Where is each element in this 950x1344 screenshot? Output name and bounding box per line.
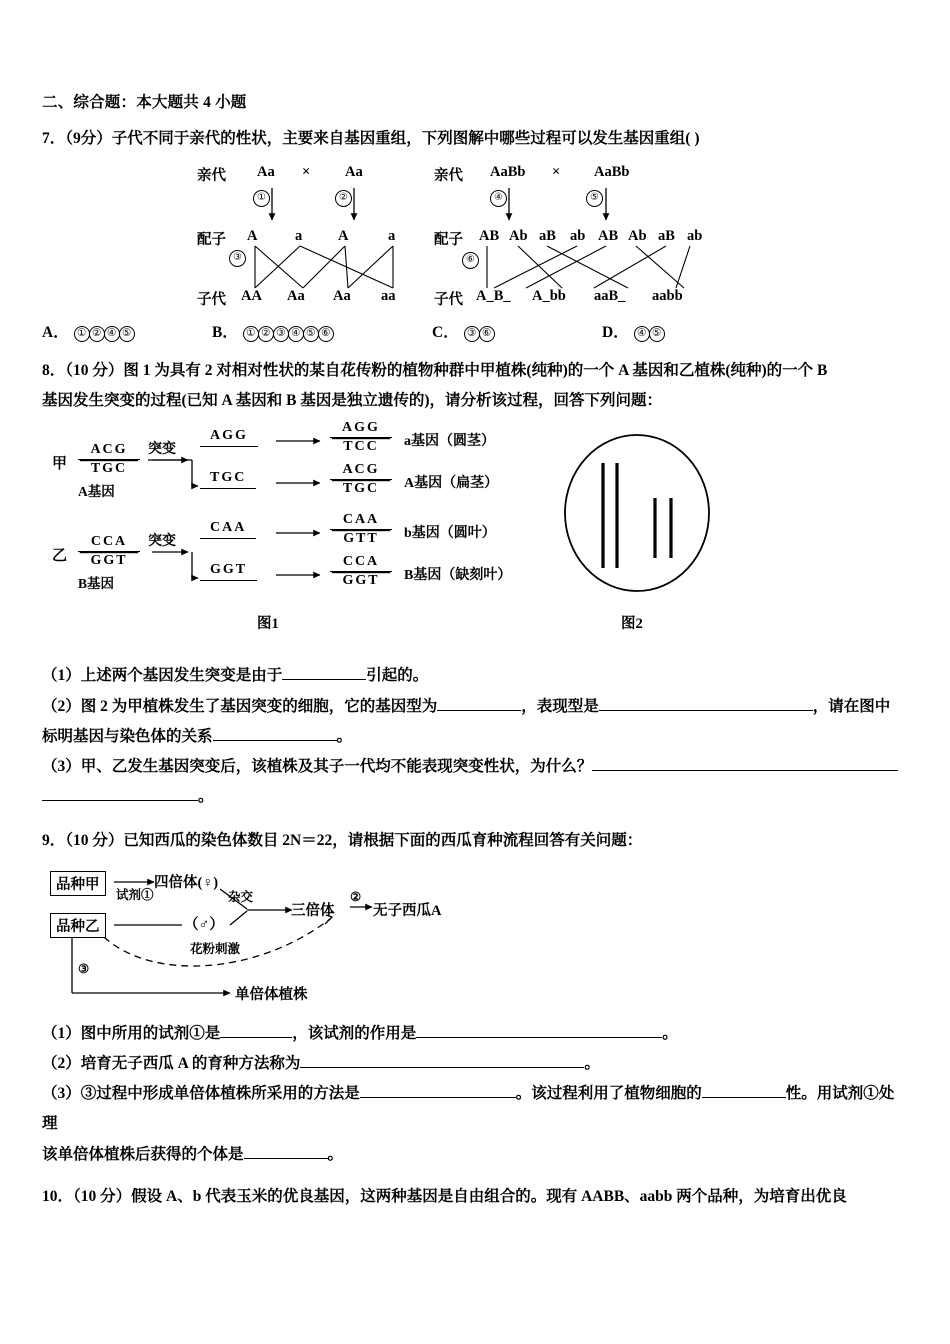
jia-source-top: ACG <box>78 442 140 460</box>
right-parent-1: AaBb <box>490 163 526 180</box>
yi-b1-top: CAA <box>330 512 392 530</box>
q8-sub3-text-a: （3）甲、乙发生基因突变后，该植株及其子一代均不能表现突变性状，为什么？ <box>42 758 593 775</box>
opt-b-circle-3: ③ <box>273 326 289 342</box>
q8-sub1 <box>42 661 908 691</box>
q9-sub3-text-a: （3）③过程中形成单倍体植株所采用的方法是 <box>42 1085 360 1103</box>
q9-sub3-text-c: 性。用试剂①处理 <box>42 1085 895 1133</box>
yi-source-name: B基因 <box>78 576 115 592</box>
q8-sub1-blank-1[interactable] <box>282 664 366 681</box>
cell-svg <box>537 428 752 618</box>
jia-gene-1: a基因（圆茎） <box>404 434 495 450</box>
q9-sub3-blank-2[interactable] <box>702 1082 786 1099</box>
figure-2-caption: 图2 <box>621 616 643 633</box>
opt-b-circle-5: ⑤ <box>303 326 319 342</box>
yi-gene-1: b基因（圆叶） <box>404 526 496 542</box>
yi-branch2-strand: GGT <box>200 562 257 581</box>
q9-sub2-blank-1[interactable] <box>300 1051 584 1068</box>
yi-gene-2: B基因（缺刻叶） <box>404 568 512 584</box>
opt-a-circle-1: ① <box>74 326 90 342</box>
jia-branch1-strand: AGG <box>200 428 258 447</box>
q8-sub2-text-c: ，请在图中 <box>812 697 891 715</box>
q8-sub3-line1 <box>42 752 908 782</box>
left-offspring-3: Aa <box>333 287 351 304</box>
left-gamete-4: a <box>388 227 396 244</box>
opt-c-circle-1: ③ <box>464 326 480 342</box>
option-a-label: A． <box>42 323 69 341</box>
yi-mutate-label: 突变 <box>148 534 176 550</box>
plant-yi-label: 乙 <box>52 548 68 565</box>
yi-source-top: CCA <box>78 534 140 552</box>
question-7-stem <box>42 124 908 154</box>
q9-sub1 <box>42 1019 908 1049</box>
opt-b-circle-6: ⑥ <box>318 326 334 342</box>
jia-b2-bottom: TGC <box>342 481 380 497</box>
jia-b1-bottom: TCC <box>343 439 379 455</box>
male-parent-label: （♂） <box>184 916 224 933</box>
left-parent-2: Aa <box>345 163 363 180</box>
variety-b-box: 品种乙 <box>50 913 106 938</box>
left-offspring-4: aa <box>381 287 396 304</box>
question-10-stem <box>42 1182 908 1212</box>
seedless-watermelon-label: 无子西瓜A <box>373 902 442 919</box>
left-cross-symbol: × <box>302 163 311 180</box>
right-gamete-1: AB <box>479 227 500 244</box>
variety-a-box: 品种甲 <box>50 871 106 896</box>
q8-sub3-text-b: 。 <box>198 788 214 806</box>
q8-sub2-line2 <box>42 722 908 752</box>
right-offspring-4: aabb <box>652 287 683 304</box>
option-c-label: C． <box>432 323 459 341</box>
left-offspring-2: Aa <box>287 287 305 304</box>
right-gamete-4: ab <box>570 227 586 244</box>
q8-sub2-text-a: （2）图 2 为甲植株发生了基因突变的细胞，它的基因型为 <box>42 697 438 715</box>
option-d[interactable] <box>602 320 664 342</box>
q9-sub3-blank-1[interactable] <box>360 1082 516 1099</box>
option-c[interactable] <box>432 320 602 342</box>
right-row-label-offspring: 子代 <box>434 291 463 308</box>
question-9-stem <box>42 826 908 856</box>
q8-sub3-line2 <box>42 782 908 812</box>
mark-3-label: ③ <box>78 961 90 976</box>
right-gamete-5: AB <box>598 227 619 244</box>
opt-b-circle-2: ② <box>258 326 274 342</box>
yi-branch1-strand: CAA <box>200 520 256 539</box>
q7-score: （9分） <box>65 129 112 147</box>
opt-b-circle-1: ① <box>243 326 259 342</box>
question-8-stem-line2 <box>42 386 908 416</box>
figure-1-mutation <box>52 420 522 633</box>
jia-source-bottom: TGC <box>90 461 128 477</box>
q8-sub3-blank-2[interactable] <box>42 785 198 802</box>
q8-text-2: 基因发生突变的过程(已知 A 基因和 B 基因是独立遗传的)，请分析该过程，回答下列问题： <box>42 392 663 410</box>
q9-sub1-blank-1[interactable] <box>220 1021 292 1038</box>
figure-1-arrows <box>52 428 522 613</box>
jia-b1-top: AGG <box>330 420 392 438</box>
left-arrows-svg <box>197 160 457 310</box>
left-row-label-gamete: 配子 <box>197 231 226 248</box>
right-gamete-2: Ab <box>509 227 528 244</box>
q7-text: 子代不同于亲代的性状，主要来自基因重组，下列图解中哪些过程可以发生基因重组( ) <box>111 129 700 147</box>
q8-number: 8． <box>42 361 66 379</box>
plant-jia-label: 甲 <box>52 456 68 473</box>
q9-sub1-blank-2[interactable] <box>416 1021 662 1038</box>
q8-sub2-blank-1[interactable] <box>437 694 521 711</box>
opt-a-circle-2: ② <box>89 326 105 342</box>
q8-score: （10 分） <box>65 361 124 379</box>
haploid-plant-label: 单倍体植株 <box>235 986 308 1003</box>
option-a[interactable] <box>42 320 212 342</box>
figure-2-cell <box>537 428 752 633</box>
q8-sub1-text-a: （1）上述两个基因发生突变是由于 <box>42 667 283 685</box>
mark-5: ⑤ <box>586 190 603 207</box>
right-parent-2: AaBb <box>594 163 630 180</box>
right-offspring-1: A_B_ <box>476 287 511 304</box>
q9-sub3-text-d: 该单倍体植株后获得的个体是 <box>42 1145 244 1163</box>
q9-sub2 <box>42 1049 908 1079</box>
cell-membrane <box>565 435 709 591</box>
q9-text: 已知西瓜的染色体数目 2N＝22，请根据下面的西瓜育种流程回答有关问题： <box>123 832 643 850</box>
q8-sub2-text-e: 。 <box>336 727 353 745</box>
jia-mutate-label: 突变 <box>148 442 176 458</box>
opt-c-circle-2: ⑥ <box>479 326 495 342</box>
q9-sub1-text-b: ，该试剂的作用是 <box>292 1024 417 1042</box>
q8-sub2-text-d: 标明基因与染色体的关系 <box>42 727 213 745</box>
q9-sub1-text-c: 。 <box>662 1024 678 1042</box>
jia-source-name: A基因 <box>78 484 115 500</box>
q7-diagram-right <box>434 160 724 310</box>
left-gamete-3: A <box>338 227 349 244</box>
right-gamete-6: Ab <box>628 227 647 244</box>
q9-sub2-text-a: （2）培育无子西瓜 A 的育种方法称为 <box>42 1054 301 1072</box>
q9-sub3-text-b: 。该过程利用了植物细胞的 <box>515 1085 702 1103</box>
cross-label: 杂交 <box>228 889 254 904</box>
yi-b1-bottom: GTT <box>343 531 379 547</box>
left-gamete-2: a <box>295 227 303 244</box>
reagent-1-label: 试剂① <box>116 887 154 902</box>
q8-sub3-blank-1[interactable] <box>592 755 898 772</box>
opt-a-circle-3: ④ <box>104 326 120 342</box>
q10-number: 10． <box>42 1187 74 1205</box>
left-offspring-1: AA <box>241 287 262 304</box>
page-content <box>42 92 908 1212</box>
q7-options <box>42 320 908 342</box>
q10-score: （10 分） <box>73 1187 132 1205</box>
q9-sub3-text-e: 。 <box>327 1145 344 1163</box>
q8-sub1-text-b: 引起的。 <box>366 667 429 685</box>
opt-a-circle-4: ⑤ <box>119 326 135 342</box>
jia-b2-top: ACG <box>330 462 392 480</box>
left-gamete-1: A <box>247 227 258 244</box>
option-d-label: D． <box>602 323 629 341</box>
mark-4: ④ <box>490 190 507 207</box>
jia-gene-2: A基因（扁茎） <box>404 476 499 492</box>
mark-2: ② <box>335 190 352 207</box>
q9-sub3-blank-3[interactable] <box>244 1142 328 1159</box>
figure-1-caption: 图1 <box>257 616 279 633</box>
jia-branch2-strand: TGC <box>200 470 256 489</box>
option-b-label: B． <box>212 323 238 341</box>
right-gamete-8: ab <box>687 227 703 244</box>
q9-sub3-line1 <box>42 1079 908 1139</box>
yi-b2-bottom: GGT <box>342 573 380 589</box>
right-cross-symbol: × <box>552 163 561 180</box>
question-8-stem-line1 <box>42 356 908 386</box>
right-row-label-gamete: 配子 <box>434 231 463 248</box>
triploid-label: 三倍体 <box>291 902 335 919</box>
q10-text: 假设 A、b 代表玉米的优良基因，这两种基因是自由组合的。现有 AABB、aabb 两个品种，为培育出优良 <box>131 1187 847 1205</box>
yi-source-bottom: GGT <box>90 553 128 569</box>
pollen-stimulation-label: 花粉刺激 <box>190 941 241 956</box>
q9-sub1-text-a: （1）图中所用的试剂①是 <box>42 1024 221 1042</box>
q9-score: （10 分） <box>65 832 124 850</box>
right-offspring-3: aaB_ <box>594 287 626 304</box>
section-heading: 二、综合题：本大题共 4 小题 <box>42 94 247 111</box>
q7-number: 7． <box>42 129 66 147</box>
tetraploid-label: 四倍体(♀) <box>154 874 219 891</box>
q9-sub3-line2 <box>42 1140 908 1170</box>
q8-figures <box>42 420 908 643</box>
right-row-label-parent: 亲代 <box>434 167 463 184</box>
left-row-label-offspring: 子代 <box>197 291 226 308</box>
opt-d-circle-2: ⑤ <box>649 326 665 342</box>
q8-sub2-blank-2[interactable] <box>599 694 813 711</box>
right-gamete-7: aB <box>658 227 675 244</box>
mark-3: ③ <box>229 250 246 267</box>
opt-b-circle-4: ④ <box>288 326 304 342</box>
q7-diagram-left <box>197 160 457 310</box>
right-gamete-3: aB <box>539 227 556 244</box>
mark-6: ⑥ <box>462 252 479 269</box>
q9-number: 9． <box>42 832 66 850</box>
mark-1: ① <box>253 190 270 207</box>
q8-sub2-line1 <box>42 692 908 722</box>
yi-b2-top: CCA <box>330 554 392 572</box>
q7-diagram <box>42 160 908 310</box>
q9-breeding-flow-diagram <box>42 863 908 1013</box>
right-offspring-2: A_bb <box>532 287 566 304</box>
opt-d-circle-1: ④ <box>634 326 650 342</box>
q8-sub2-text-b: ，表现型是 <box>521 697 599 715</box>
left-row-label-parent: 亲代 <box>197 167 226 184</box>
q8-text-1: 图 1 为具有 2 对相对性状的某自花传粉的植物种群中甲植株(纯种)的一个 A 基因和乙植株(纯种)的一个 B <box>123 361 828 379</box>
q8-sub2-blank-3[interactable] <box>213 724 337 741</box>
left-parent-1: Aa <box>257 163 275 180</box>
mark-2-label: ② <box>350 889 362 904</box>
q9-sub2-text-b: 。 <box>584 1054 600 1072</box>
option-b[interactable] <box>212 320 432 342</box>
